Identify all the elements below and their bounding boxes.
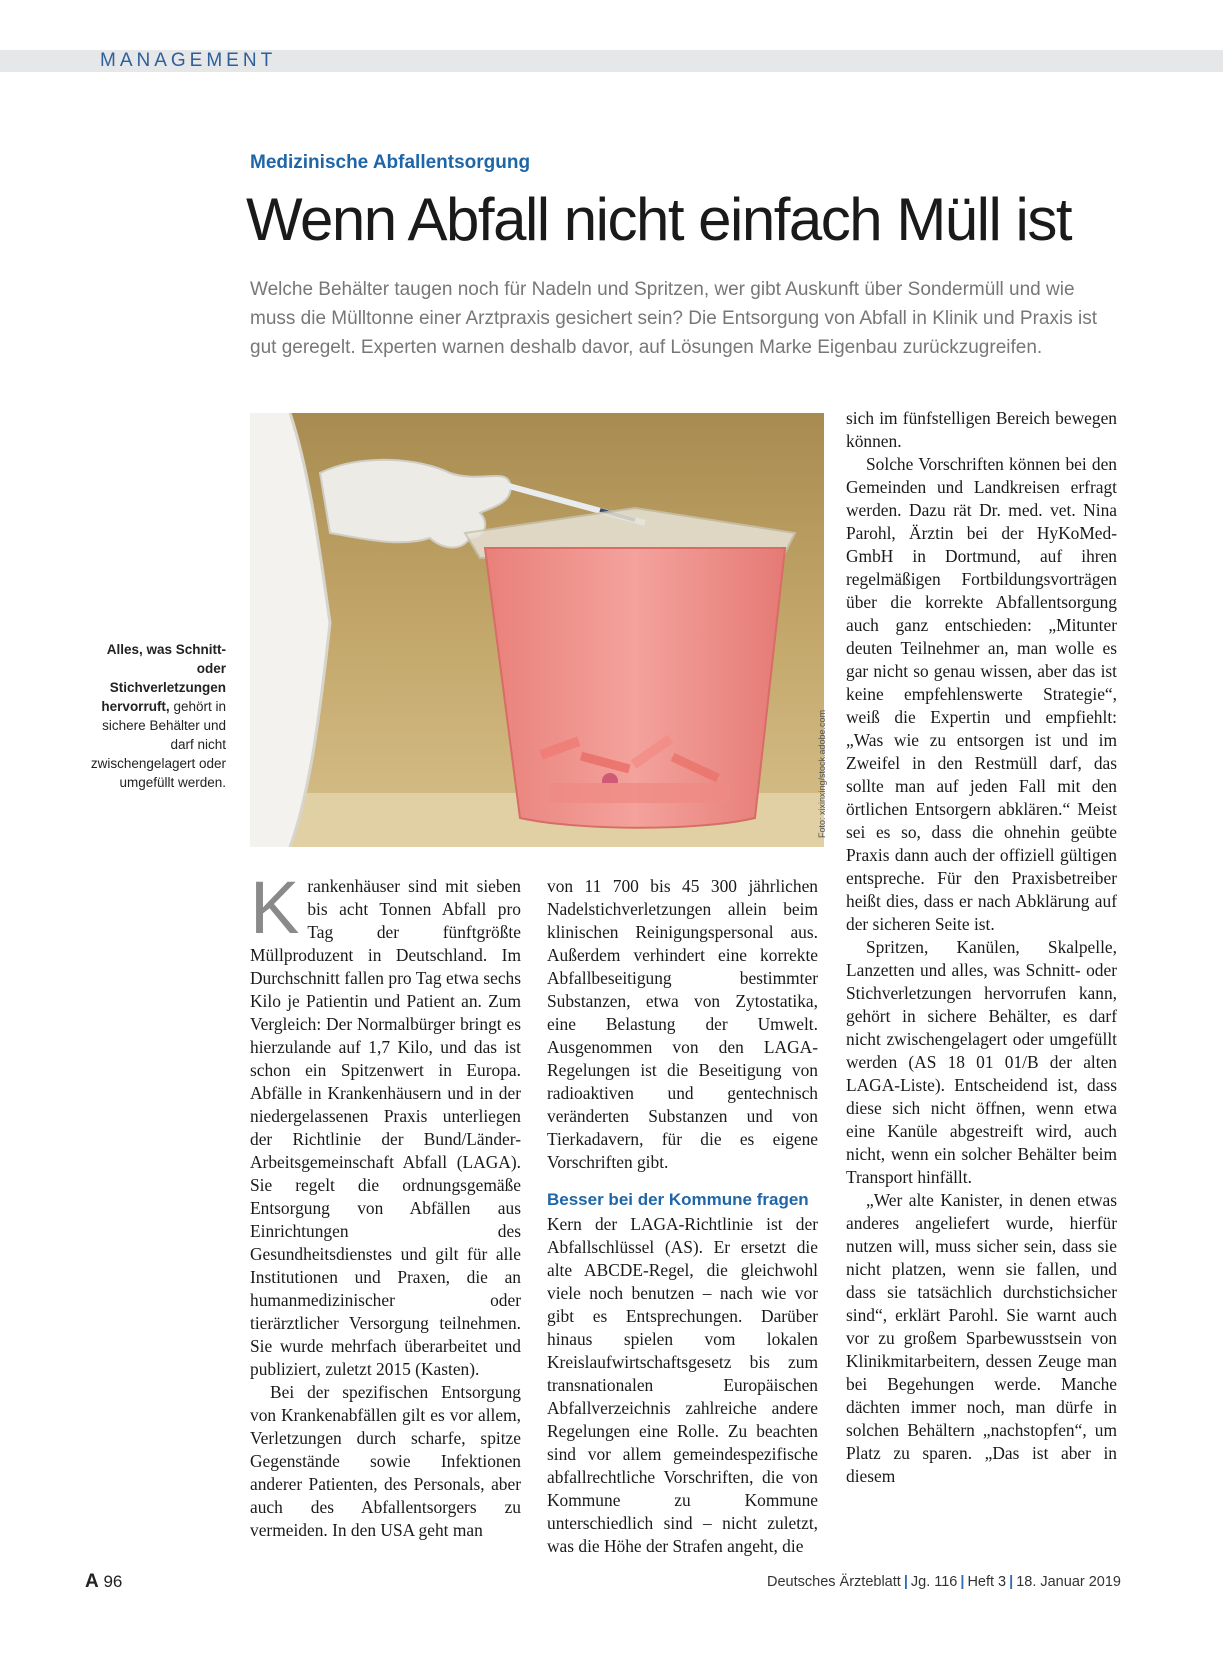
photo-caption (80, 640, 226, 792)
column-1 (250, 866, 521, 1542)
photo-illustration (250, 413, 824, 847)
separator: | (1009, 1574, 1014, 1590)
separator: | (903, 1574, 908, 1590)
caption-bold: Alles, was Schnitt- oder Stichverletzungen hervorruft, (101, 642, 226, 714)
paragraph-6: Solche Vorschriften können bei den Gemeinden und Landkreisen erfragt werden. Dazu rät Dr. med. vet. Nina Parohl, Ärztin bei der HyKoMed-GmbH in Dortmund, auf ihren regelmäßigen Fortbildungsvorträgen über die korrekte Abfallentsorgung auch ganz entschieden: „Mitunter deuten Teilnehmer an, man wolle es gar nicht so genau wissen, aber das ist keine empfehlenswerte Strategie“, weiß die Expertin und empfiehlt: „Was wie zu entsorgen ist und im Zweifel in den Restmüll darf, das sollte man auf jeden Fall mit den örtlichen Entsorgern abklären.“ Meist sei es so, dass die ohnehin geübte Praxis dann auch der offiziell gültigen entspreche. Für den Praxisbetreiber heißt dies, dass er nach Abklärung auf der sicheren Seite ist. (846, 454, 1117, 934)
paragraph-1: rankenhäuser sind mit sieben bis acht Tonnen Abfall pro Tag der fünftgrößte Müllproduzent in Deutschland. Im Durchschnitt fallen pro Tag etwa sechs Kilo je Patientin und Patient an. Zum Vergleich: Der Normalbürger bringt es hierzulande auf 1,7 Kilo, und das ist schon ein Spitzenwert in Europa. Abfälle in Krankenhäusern und in der niedergelassenen Praxis unterliegen der Richtlinie der Bund/Länder-Arbeitsgemeinschaft Abfall (LAGA). Sie regelt die ordnungsgemäße Entsorgung von Abfällen aus Einrichtungen des Gesundheitsdienstes und gilt für alle Institutionen und Praxen, die an humanmedizinischer oder tierärztlicher Versorgung teilnehmen. Sie wurde mehrfach überarbeitet und publiziert, zuletzt 2015 (Kasten). (250, 876, 521, 1379)
caption-text: gehört in sichere Behälter und darf nicht zwischengelagert oder umgefüllt werden. (90, 699, 226, 790)
paragraph-2: Bei der spezifischen Entsorgung von Krankenabfällen gilt es vor allem, Verletzungen durch scharfe, spitze Gegenstände sowie Infektionen anderer Patienten, des Personals, aber auch des Abfallentsorgers zu vermeiden. In den USA geht man (250, 1382, 521, 1540)
page-number (85, 1571, 122, 1593)
volume: Jg. 116 (910, 1574, 958, 1590)
paragraph-4: Kern der LAGA-Richtlinie ist der Abfallschlüssel (AS). Er ersetzt die alte ABCDE-Regel, die gleichwohl viele noch benutzen – nach wie vor gibt es Entsprechungen. Darüber hinaus spielen vom lokalen Kreislaufwirtschaftsgesetz bis zum transnationalen Europäischen Abfallverzeichnis zahlreiche andere Regelungen eine Rolle. Zu beachten sind vor allem gemeindespezifische abfallrechtliche Vorschriften, die von Kommune zu Kommune unterschiedlich sind – nicht zuletzt, was die Höhe der Strafen angeht, die (547, 1214, 818, 1556)
sharps-container-photo (250, 413, 824, 847)
article-title: Wenn Abfall nicht einfach Müll ist (246, 186, 1072, 253)
article-lead: Welche Behälter taugen noch für Nadeln und Spritzen, wer gibt Auskunft über Sondermüll und wie muss die Mülltonne einer Arztpraxis gesichert sein? Die Entsorgung von Abfall in Klinik und Praxis ist gut geregelt. Experten warnen deshalb davor, auf Lösungen Marke Eigenbau zurückzugreifen. (250, 279, 1097, 358)
section-label: MANAGEMENT (100, 50, 277, 71)
page-letter: A (85, 1571, 99, 1592)
paragraph-3: von 11 700 bis 45 300 jährlichen Nadelstichverletzungen allein beim klinischen Reinigungspersonal aus. Außerdem verhindert eine korrekte Abfallbeseitigung bestimmter Substanzen, etwa von Zytostatika, eine Belastung der Umwelt. Ausgenommen von den LAGA-Regelungen ist die Beseitigung von radioaktiven und gentechnisch veränderten Substanzen und von Tierkadavern, für die es eigene Vorschriften gibt. (547, 876, 818, 1172)
separator: | (960, 1574, 965, 1590)
journal-name: Deutsches Ärzteblatt (767, 1574, 901, 1590)
issue: Heft 3 (967, 1574, 1007, 1590)
subheading: Besser bei der Kommune fragen (547, 1190, 809, 1209)
column-3 (846, 407, 1117, 1488)
article-kicker: Medizinische Abfallentsorgung (250, 152, 531, 173)
photo-credit: Foto: xixinxing/stock.adobe.com (817, 709, 827, 838)
publication-info (767, 1574, 1121, 1590)
dropcap: K (250, 866, 300, 949)
paragraph-8: „Wer alte Kanister, in denen etwas anderes angeliefert wurde, hierfür nutzen will, muss sicher sein, dass sie nicht platzen, wenn sie fallen, und dass sie tatsächlich durchstichsicher sind“, erklärt Parohl. Sie warnt auch vor zu großem Sparbewusstsein von Klinikmitarbeitern, dessen Zeuge man bei Begehungen werde. Manche dächten immer noch, man dürfe in solchen Behältern „nachstopfen“, um Platz zu sparen. „Das ist aber in diesem (846, 1190, 1117, 1486)
column-2 (547, 875, 818, 1558)
paragraph-5: sich im fünfstelligen Bereich bewegen können. (846, 408, 1117, 451)
page-num: 96 (103, 1572, 123, 1591)
paragraph-7: Spritzen, Kanülen, Skalpelle, Lanzetten und alles, was Schnitt- oder Stichverletzungen hervorrufen kann, gehört in sichere Behälter, es darf nicht zwischengelagert oder umgefüllt werden (AS 18 01 01/B der alten LAGA-Liste). Entscheidend ist, dass diese sich nicht öffnen, wenn etwa eine Kanüle abgestreift wird, auch nicht, wenn ein solcher Behälter beim Transport hinfällt. (846, 937, 1117, 1187)
issue-date: 18. Januar 2019 (1016, 1574, 1121, 1590)
